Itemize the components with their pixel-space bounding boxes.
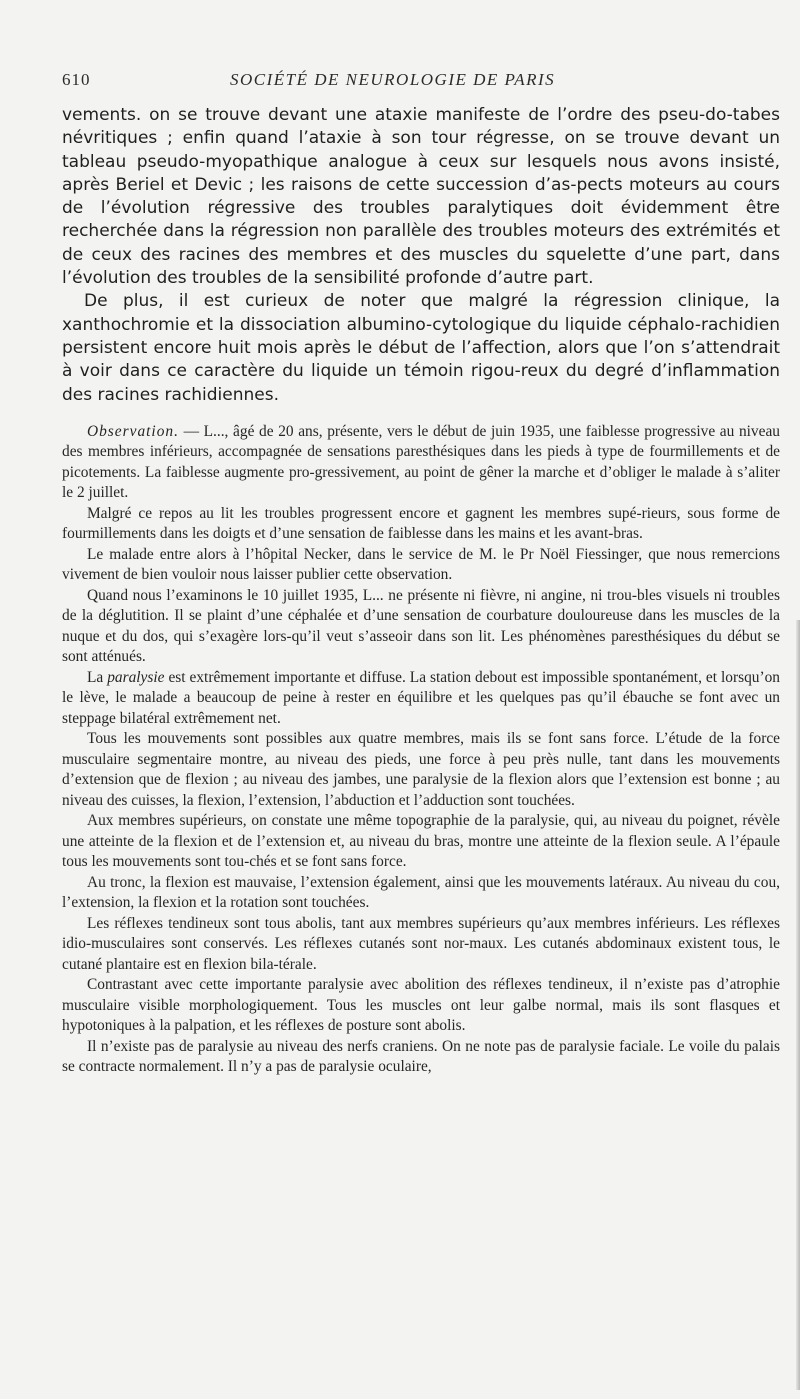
- observation-section: [62, 422, 780, 1078]
- observation-paragraph-9: Les réflexes tendineux sont tous abolis, tant aux membres supérieurs qu’aux membres inférieurs. Les réflexes idio-musculaires sont conservés. Les réflexes cutanés sont nor-maux. Les cutanés abdominaux existent tous, le cutané plantaire est en flexion bila-térale.: [62, 914, 780, 973]
- observation-paragraph-6: Tous les mouvements sont possibles aux quatre membres, mais ils se font sans force. L’étude de la force musculaire segmentaire montre, au niveau des pieds, une force à peu près nulle, tant dans les mouvements d’extension que de flexion ; au niveau des jambes, une paralysie de la flexion alors que l’extension est bonne ; au niveau des cuisses, la flexion, l’extension, l’abduction et l’adduction sont touchées.: [62, 730, 780, 809]
- paragraph-2: De plus, il est curieux de noter que malgré la régression clinique, la xanthochromie et la dissociation albumino-cytologique du liquide céphalo-rachidien persistent encore huit mois après le début de l’affection, alors que l’on s’attendrait à voir dans ce caractère du liquide un témoin rigou-reux du degré d’inflammation des racines rachidiennes.: [62, 291, 780, 405]
- observation-p1-text: — L..., âgé de 20 ans, présente, vers le début de juin 1935, une faiblesse progressive au niveau des membres inférieurs, accompagnée de sensations paresthésiques dans les pieds à type de fourmillements et de picotements. La faiblesse augmente pro-gressivement, au point de gêner la marche et d’obliger le malade à s’aliter le 2 juillet.: [62, 422, 780, 502]
- observation-paragraph-8: Au tronc, la flexion est mauvaise, l’extension également, ainsi que les mouvements latéraux. Au niveau du cou, l’extension, la flexion et la rotation sont touchées.: [62, 873, 780, 912]
- running-head: [62, 70, 780, 104]
- observation-paragraph-4: Quand nous l’examinons le 10 juillet 1935, L... ne présente ni fièvre, ni angine, ni trou-bles visuels ni troubles de la déglutition. Il se plaint d’une céphalée et d’une sensation de courbature douloureuse dans les muscles de la nuque et du dos, qui s’exagère lors-qu’il veut s’asseoir dans son lit. Les phénomènes paresthésiques du début se sont atténués.: [62, 586, 780, 666]
- page-edge-shadow: [796, 620, 800, 1390]
- observation-paragraph-7: Aux membres supérieurs, on constate une même topographie de la paralysie, qui, au niveau du poignet, révèle une atteinte de la flexion et de l’extension et, au niveau du bras, montre une atteinte de la flexion seule. A l’épaule tous les mouvements sont tou-chés et se font sans force.: [62, 812, 780, 871]
- observation-paragraph-1: [62, 422, 780, 504]
- observation-paragraph-11: Il n’existe pas de paralysie au niveau des nerfs craniens. On ne note pas de paralysie faciale. Le voile du palais se contracte normalement. Il n’y a pas de paralysie oculaire,: [62, 1037, 780, 1076]
- observation-paragraph-3: Le malade entre alors à l’hôpital Necker, dans le service de M. le Pr Noël Fiessinger, que nous remercions vivement de bien vouloir nous laisser publier cette observation.: [62, 545, 780, 584]
- observation-paragraph-2: Malgré ce repos au lit les troubles progressent encore et gagnent les membres supé-rieurs, sous forme de fourmillements dans les doigts et d’une sensation de faiblesse dans les mains et les avant-bras.: [62, 504, 780, 543]
- document-page: [62, 70, 780, 1078]
- observation-paragraph-5: [62, 668, 780, 730]
- page-number: 610: [62, 70, 91, 89]
- p5-prefix: La: [87, 668, 104, 686]
- observation-paragraph-10: Contrastant avec cette importante paralysie avec abolition des réflexes tendineux, il n’existe pas d’atrophie musculaire visible morphologiquement. Tous les muscles ont leur galbe normal, mais ils sont flasques et hypotoniques à la palpation, et les réflexes de posture sont abolis.: [62, 976, 780, 1035]
- paragraph-1: vements. on se trouve devant une ataxie manifeste de l’ordre des pseu-do-tabes névritiques ; enfin quand l’ataxie à son tour régresse, on se trouve devant un tableau pseudo-myopathique analogue à ceux sur lesquels nous avons insisté, après Beriel et Devic ; les raisons de cette succession d’as-pects moteurs au cours de l’évolution régressive des troubles paralytiques doit évidemment être recherchée dans la régression non parallèle des troubles moteurs des extrémités et de ceux des racines des membres et des muscles du squelette d’une part, dans l’évolution des troubles de la sensibilité profonde d’autre part.: [62, 105, 780, 289]
- observation-label: Observation.: [87, 422, 179, 440]
- main-text: [62, 104, 780, 407]
- p5-italic-term: paralysie: [107, 668, 165, 686]
- journal-title: SOCIÉTÉ DE NEUROLOGIE DE PARIS: [230, 70, 556, 89]
- p5-rest: est extrêmement importante et diffuse. La station debout est impossible spontanément, et lorsqu’on le lève, le malade a beaucoup de peine à rester en équilibre et les quelques pas qu’il ébauche se font avec un steppage bilatéral extrêmement net.: [62, 668, 780, 727]
